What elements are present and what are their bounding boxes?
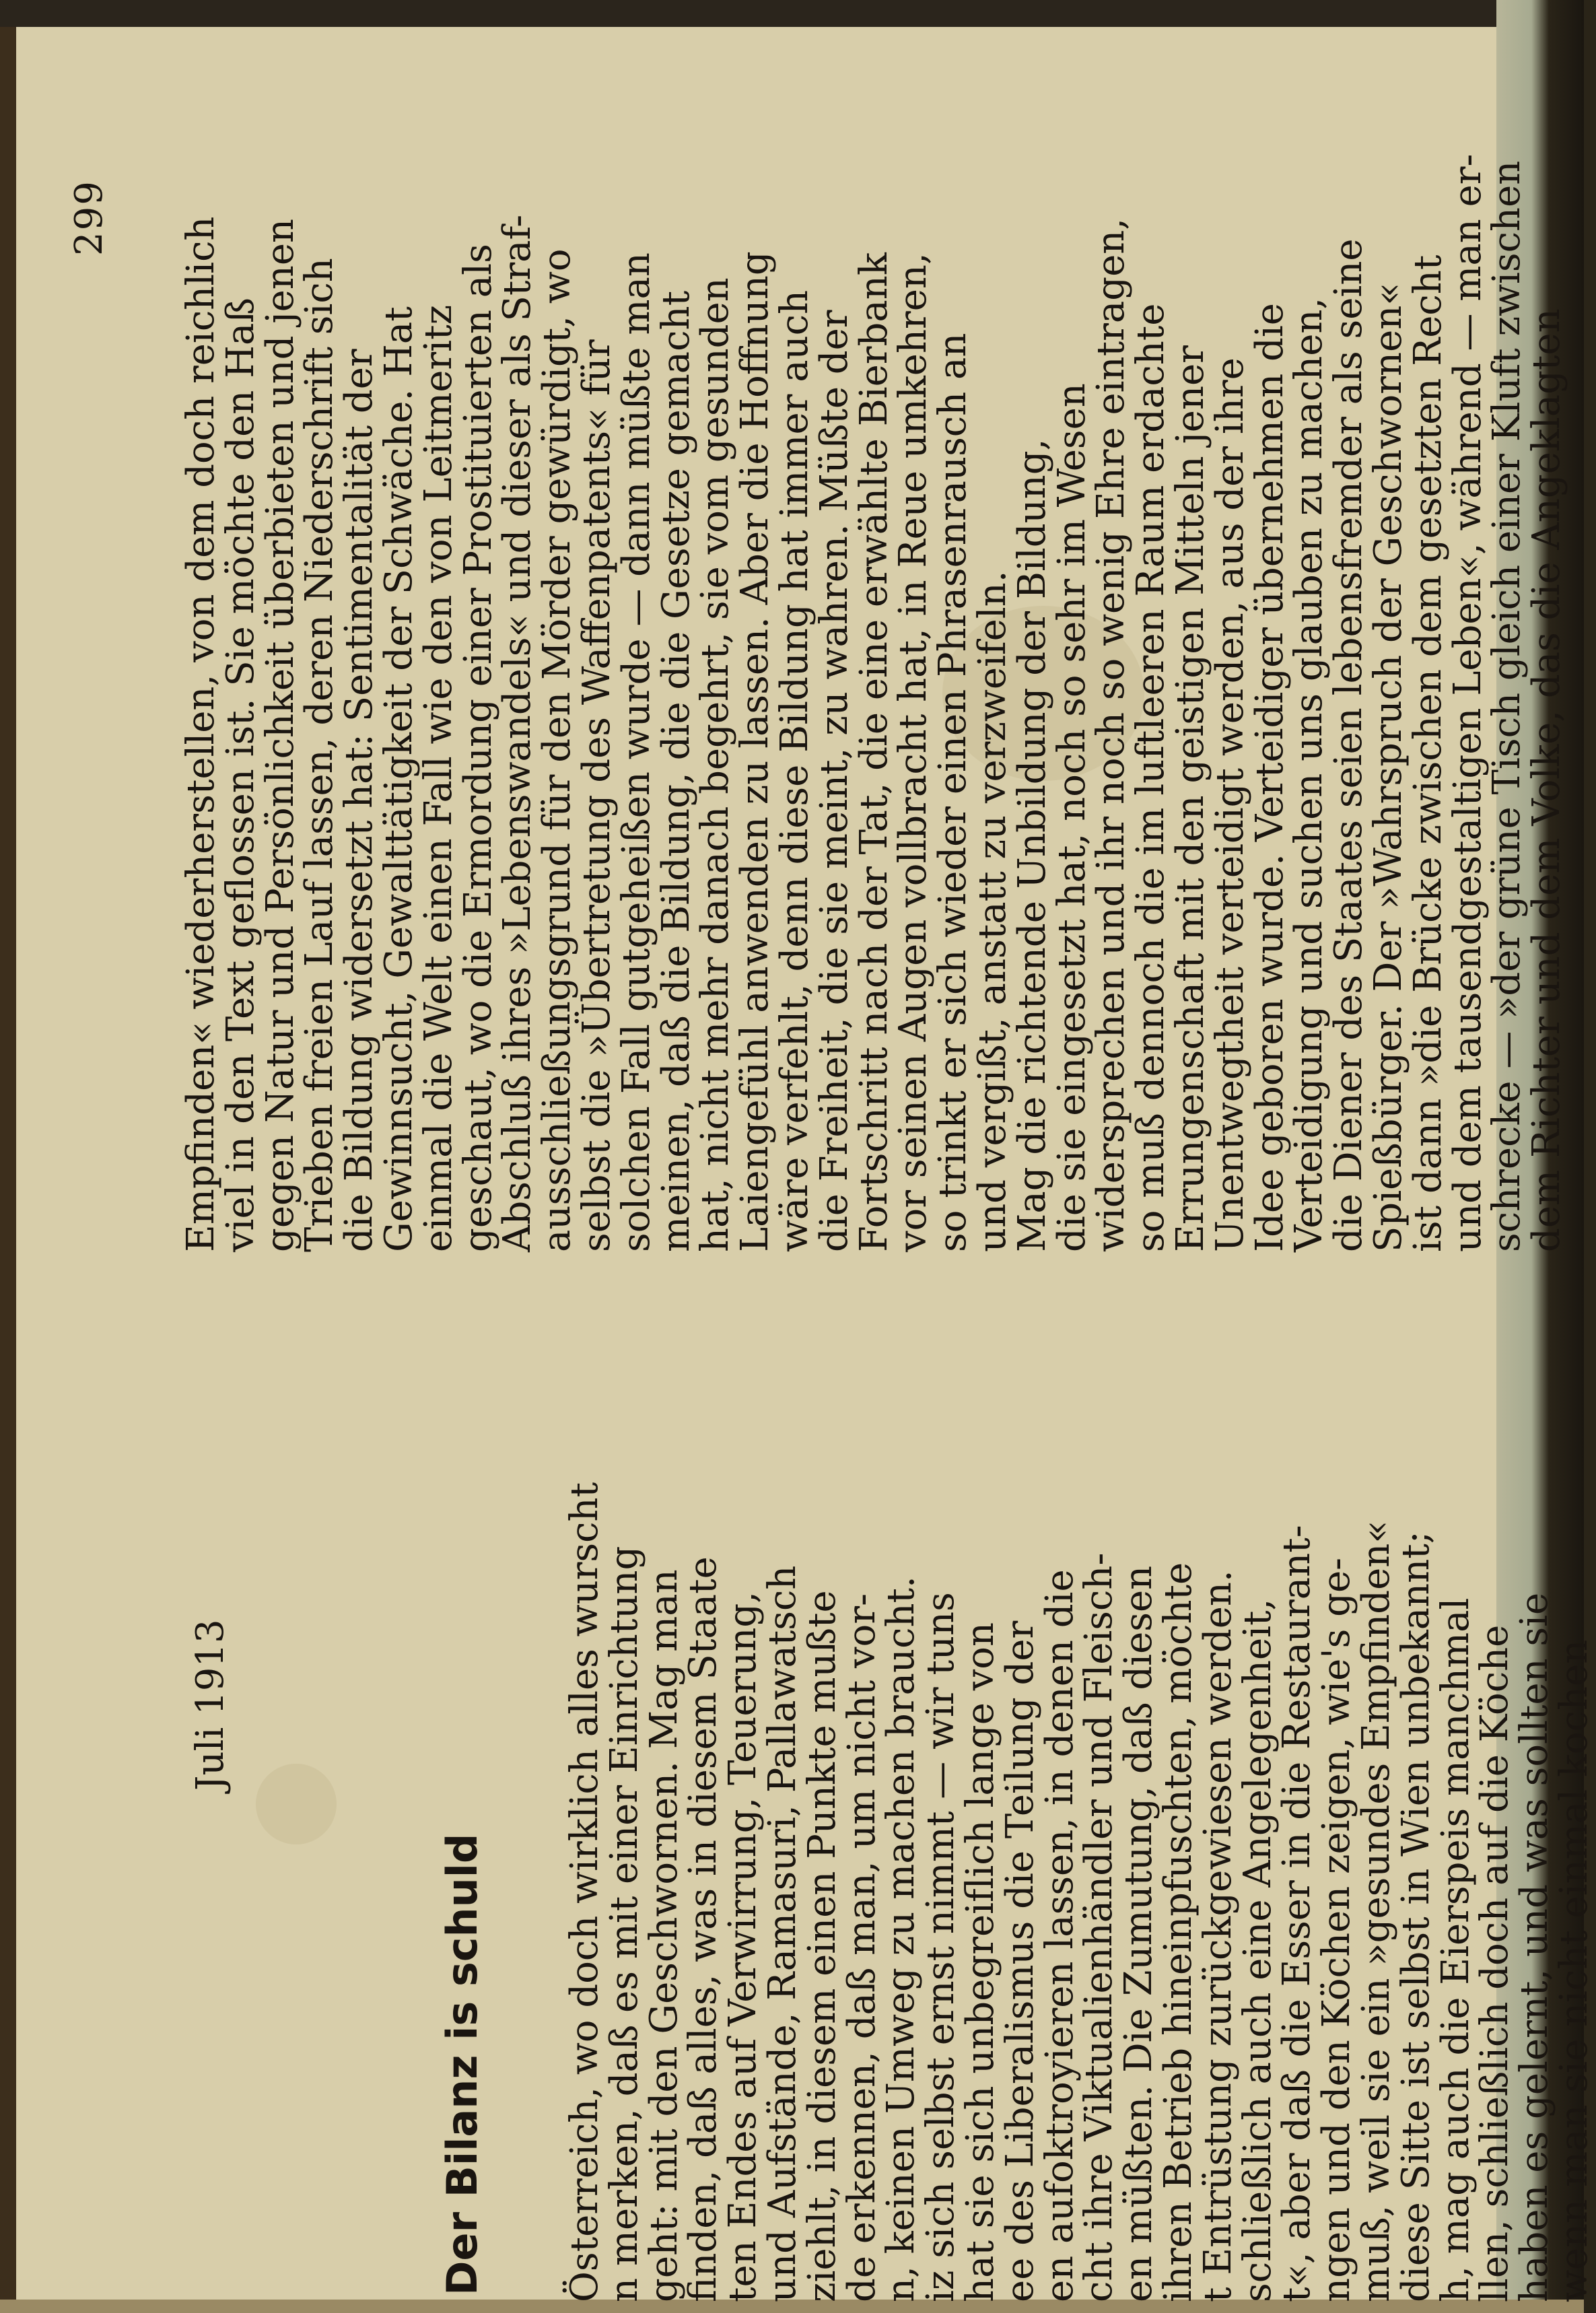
text-line: ist dann »die Brücke zwischen dem gesetzten Recht: [1406, 254, 1450, 1252]
text-line: n, keinen Umweg zu machen braucht.: [879, 1576, 924, 2302]
page-left-edge: [0, 0, 16, 2313]
text-line: einmal die Welt einen Fall wie den von Leitmeritz: [416, 304, 460, 1252]
text-line: vor seinen Augen vollbracht hat, in Reue umkehren,: [891, 252, 936, 1252]
text-line: schrecke — »der grüne Tisch gleich einer Kluft zwischen: [1485, 160, 1529, 1252]
text-line: hat, nicht mehr danach begehrt, sie vom gesunden: [693, 277, 738, 1252]
text-line: llen, schließlich doch auf die Köche: [1473, 1624, 1517, 2302]
text-line: Laiengefühl anwenden zu lassen. Aber die Hoffnung: [733, 251, 777, 1252]
text-line: en aufoktroyieren lassen, in denen die: [1037, 1569, 1082, 2302]
text-line: Verteidigung und suchen uns glauben zu machen,: [1287, 297, 1331, 1252]
left-text-column: [563, 1482, 1596, 2302]
text-line: wäre verfehlt, denn diese Bildung hat immer auch: [772, 289, 817, 1252]
text-line: Errungenschaft mit den geistigen Mitteln jener: [1168, 345, 1212, 1252]
text-line: so muß dennoch die im luftleeren Raum erdachte: [1129, 303, 1173, 1252]
text-line: ausschließungsgrund für den Mörder gewürdigt, wo: [535, 248, 580, 1252]
text-line: schließlich auch eine Angelegenheit,: [1235, 1598, 1280, 2302]
text-line: haben es gelernt, und was sollten sie: [1513, 1592, 1557, 2302]
text-line: Empfinden« wiederherstellen, von dem doch reichlich: [179, 216, 223, 1252]
text-line: de erkennen, daß man, um nicht vor-: [839, 1593, 884, 2302]
text-line: die Bildung widersetzt hat: Sentimentalität der: [337, 349, 382, 1252]
text-line: solchen Fall gutgeheißen wurde — dann müßte man: [614, 252, 658, 1252]
text-line: muß, weil sie ein »gesundes Empfinden«: [1354, 1520, 1398, 2302]
text-line: cht ihre Viktualienhändler und Fleisch-: [1077, 1552, 1121, 2302]
page-number: 299: [67, 180, 111, 256]
text-line: widersprechen und ihr noch so wenig Ehre eintragen,: [1089, 217, 1134, 1252]
text-line: finden, daß alles, was in diesem Staate: [681, 1556, 726, 2302]
text-line: Gewinnsucht, Gewalttätigkeit der Schwäche. Hat: [376, 306, 421, 1252]
page-date-header: Juli 1913: [188, 1619, 232, 1791]
text-line: die Diener des Staates seien lebensfremder als seine: [1327, 238, 1371, 1252]
text-line: Fortschritt nach der Tat, die eine erwählte Bierbank: [852, 252, 896, 1252]
text-line: t Entrüstung zurückgewiesen werden.: [1195, 1570, 1240, 2302]
text-line: geschaut, wo die Ermordung einer Prostituierten als: [456, 244, 500, 1252]
text-line: ngen und den Köchen zeigen, wie's ge-: [1315, 1557, 1359, 2302]
text-line: die sie eingesetzt hat, noch so sehr im Wesen: [1049, 383, 1094, 1252]
text-line: und Aufstände, Ramasuri, Pallawatsch: [760, 1565, 804, 2302]
text-line: geht: mit den Geschwornen. Mag man: [641, 1569, 686, 2302]
text-line: Österreich, wo doch wirklich alles wurscht: [563, 1482, 606, 2302]
text-line: Abschluß ihres »Lebenswandels« und dieser als Straf-: [495, 214, 540, 1252]
right-text-column: [179, 13, 1569, 1252]
text-line: h, mag auch die Eierspeis manchmal: [1433, 1597, 1478, 2302]
text-line: Spießbürger. Der »Wahrspruch der Geschwornen«: [1366, 282, 1410, 1252]
text-line: meinen, daß die Bildung, die die Gesetze gemacht: [654, 290, 698, 1252]
text-line: n merken, daß es mit einer Einrichtung: [602, 1546, 646, 2302]
text-line: selbst die »Übertretung des Waffenpatents« für: [574, 339, 619, 1252]
text-line: Mag die richtende Unbildung der Bildung,: [1010, 438, 1054, 1252]
text-line: Trieben freien Lauf lassen, deren Niederschrift sich: [298, 258, 342, 1252]
text-line: Unentwegtheit verteidigt werden, aus der ihre: [1208, 357, 1252, 1252]
text-line: dem Richter und dem Volke, das die Angeklagten: [1525, 308, 1569, 1252]
text-line: ee des Liberalismus die Teilung der: [998, 1620, 1042, 2302]
text-line: wenn man sie nicht einmal kochen: [1552, 1639, 1596, 2302]
text-line: und vergißt, anstatt zu verzweifeln.: [970, 570, 1014, 1252]
text-line: ten Endes auf Verwirrung, Teuerung,: [721, 1591, 765, 2302]
text-line: gegen Natur und Persönlichkeit überbieten und jenen: [258, 218, 302, 1252]
text-line: und dem tausendgestaltigen Leben«, während — man er-: [1445, 153, 1490, 1252]
text-line: iz sich selbst ernst nimmt — wir tuns: [919, 1592, 963, 2302]
rotated-page-content: [27, 13, 1596, 2302]
text-line: so trinkt er sich wieder einen Phrasenrausch an: [931, 333, 975, 1252]
text-line: Idee geboren wurde. Verteidiger übernehmen die: [1247, 303, 1292, 1252]
article-title: Der Bilanz is schuld: [438, 1833, 487, 2295]
text-line: en müßten. Die Zumutung, daß diesen: [1117, 1565, 1161, 2302]
text-line: viel in den Text geflossen ist. Sie möchte den Haß: [218, 298, 263, 1252]
text-line: ziehlt, in diesem einen Punkte mußte: [800, 1590, 844, 2302]
text-line: t«, aber daß die Esser in die Restaurant-: [1275, 1525, 1319, 2302]
text-line: diese Sitte ist selbst in Wien unbekannt;: [1393, 1531, 1438, 2302]
text-line: hat sie sich unbegreiflich lange von: [958, 1622, 1002, 2302]
text-line: die Freiheit, die sie meint, zu wahren. Müßte der: [812, 310, 856, 1252]
text-line: ihren Betrieb hineinpfuschten, möchte: [1156, 1562, 1200, 2302]
